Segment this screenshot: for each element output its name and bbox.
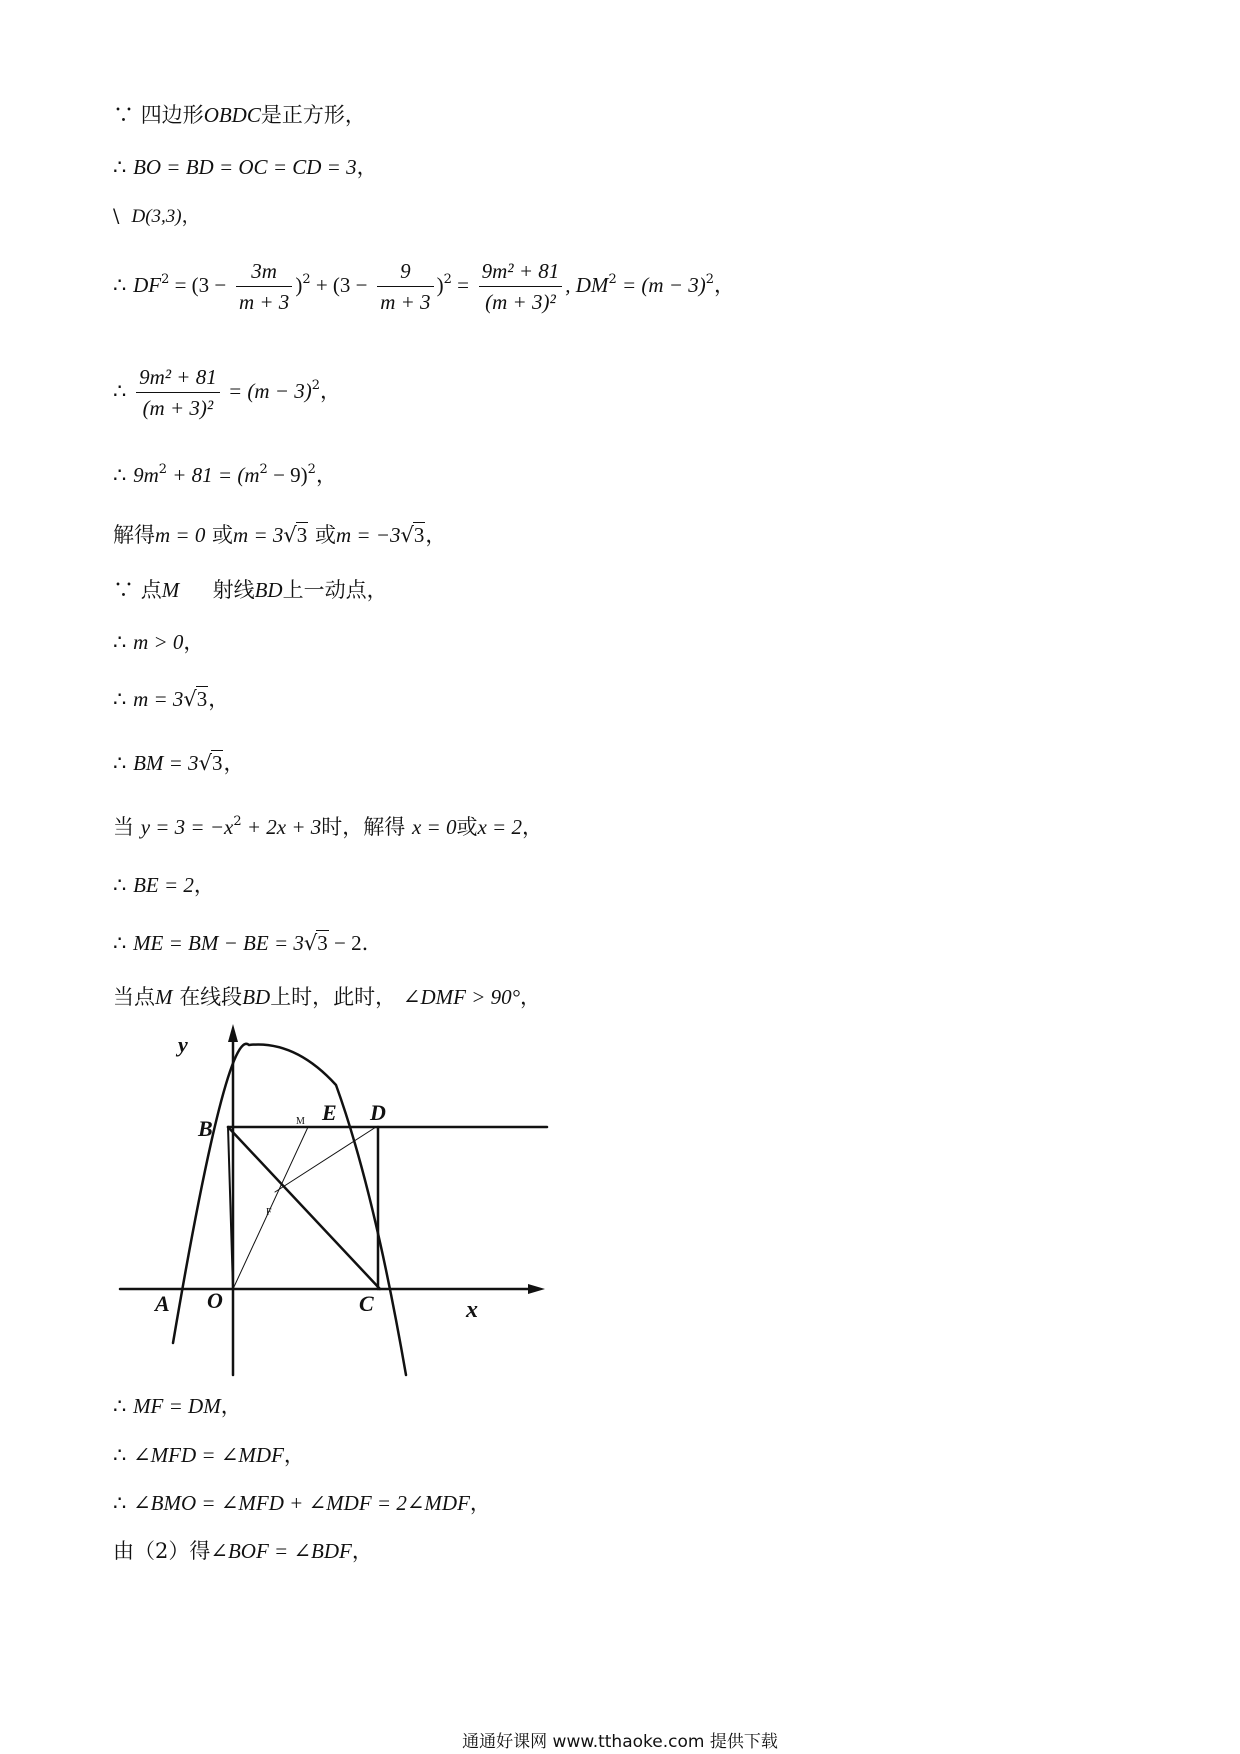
parabola-square-figure [110, 1020, 560, 1380]
solution-line-1: ∵ 四边形OBDC是正方形， [113, 103, 366, 127]
fraction-9m2-81: $\frac{\text{9m² + 81}}{\text{(m + 3)²}}$ [136, 362, 220, 423]
solution-line-2: ∴ BO = BD = OC = CD = 3， [113, 155, 378, 179]
label-e: E [322, 1100, 337, 1125]
fraction-3m: $\frac{3m}{m + 3}$ [236, 256, 292, 317]
fraction-9: $\frac{9}{m + 3}$ [377, 256, 433, 317]
solution-line-17: ∴ ∠MFD = ∠MDF， [113, 1443, 305, 1467]
solution-line-6: ∴ $9m^2 + 81 = (m^2 - 9)^2$， [113, 462, 337, 487]
label-a: A [155, 1291, 170, 1316]
solution-line-5: ∴ $\frac{\text{9m² + 81}}{\text{(m + 3)²}}$ = $(m - 3)^2$， [113, 362, 341, 423]
label-o: O [207, 1288, 223, 1313]
fraction-9m2-81: $\frac{\text{9m² + 81}}{\text{(m + 3)²}}$ [479, 256, 563, 317]
label-m: M [296, 1116, 305, 1127]
solution-line-13: ∴ BE = 2， [113, 873, 215, 897]
solution-line-10: ∴ m = 3√3， [113, 687, 230, 711]
label-f: F [266, 1207, 272, 1218]
x-axis-arrow [528, 1284, 545, 1294]
solution-line-14: ∴ ME = BM − BE = 3√3 − 2. [113, 931, 369, 955]
solution-line-16: ∴ MF = DM， [113, 1394, 242, 1418]
solution-line-9: ∴ m > 0， [113, 630, 205, 654]
solution-line-12: 当 $y = 3 = -x^2 + 2x + 3$时，解得 x = 0或x = 2， [113, 814, 543, 839]
label-y: y [178, 1032, 188, 1057]
segment-df [275, 1127, 376, 1192]
label-d: D [370, 1100, 386, 1125]
parabola [173, 1044, 406, 1375]
solution-line-7: 解得m = 0 或m = 3√3 或m = −3√3， [113, 523, 447, 547]
solution-line-8: ∵ 点M 射线BD上一动点， [113, 578, 388, 602]
label-b: B [198, 1116, 213, 1141]
solution-line-19: 由（2）得∠BOF = ∠BDF， [113, 1539, 373, 1563]
solution-line-18: ∴ ∠BMO = ∠MFD + ∠MDF = 2∠MDF， [113, 1491, 491, 1515]
page-footer: 通通好课网 www.tthaoke.com 提供下载 [462, 1732, 778, 1752]
solution-line-15: 当点M 在线段BD上时，此时， ∠DMF > 90°， [113, 985, 542, 1009]
y-axis-arrow [228, 1024, 238, 1042]
solution-line-4: ∴ $DF^2 = (3$ − $\frac{3m}{m + 3}$ )$^2$ + (3 − $\frac{9}{m + 3}$ )$^2$ = $\frac{\text{9m² + 81}}{\text{(m + 3)²}}$ , $DM^2 = (m - 3)^2$， [113, 256, 735, 317]
label-x: x [466, 1297, 478, 1323]
label-c: C [359, 1291, 374, 1316]
solution-line-3: \ D(3,3)， [113, 205, 201, 227]
solution-line-11: ∴ BM = 3√3， [113, 751, 245, 775]
